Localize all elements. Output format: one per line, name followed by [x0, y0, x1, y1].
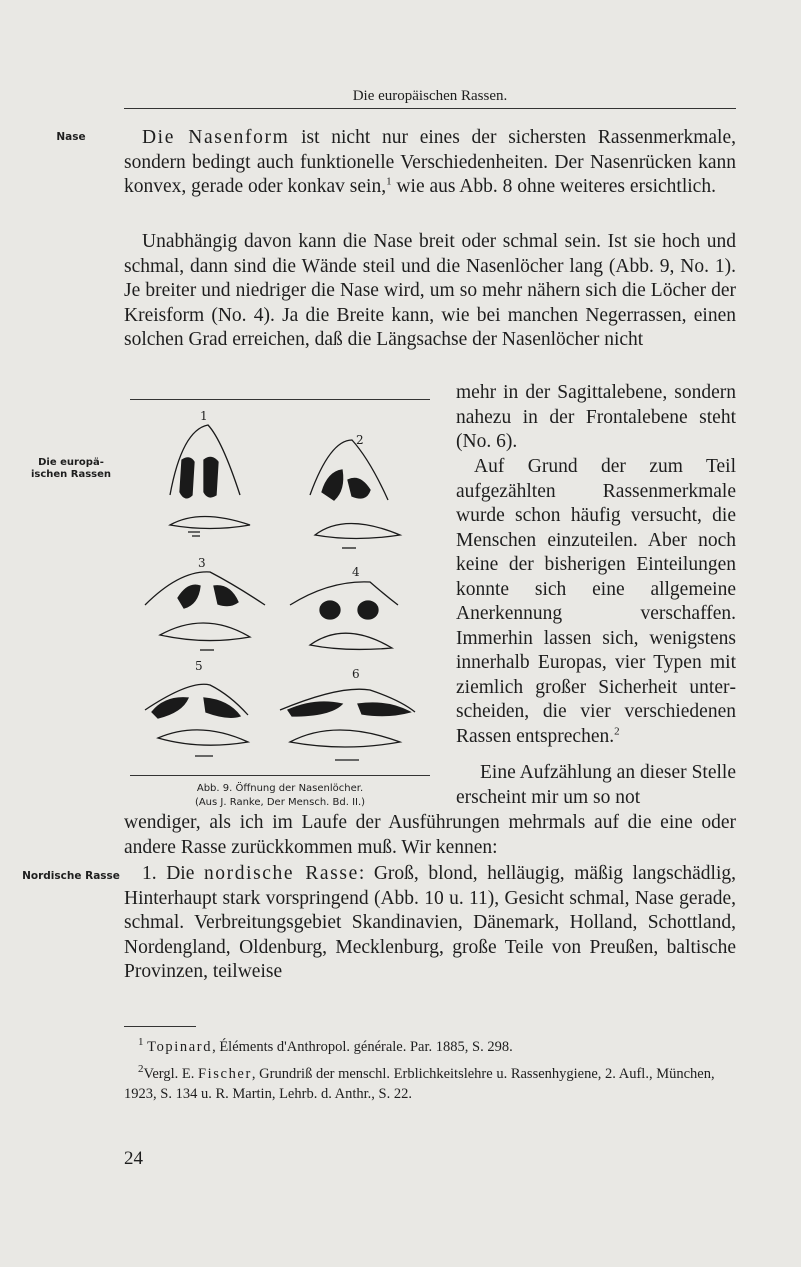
footnote-mark: 2	[138, 1063, 144, 1076]
figure-label-6: 6	[352, 667, 360, 681]
paragraph-breite: Unabhängig davon kann die Nase breit oder schmal sein. Ist sie hoch und schmal, dann sind die Wände steil und die Nasenlöcher lang (Abb. 9, No. 1). Je breiter und niedriger die Nase wird, um so mehr nähern sich die Löcher der Kreisform (No. 4). Ja die Breite kann, wie bei manchen Negerrassen, einen solchen Grad erreichen, daß die Längsachse der Nasenlöcher nicht	[124, 231, 736, 350]
figure-label-4: 4	[352, 565, 360, 579]
page-number: 24	[124, 1148, 143, 1169]
footnote-author: Topinard	[147, 1039, 213, 1055]
footnote-ref: 2	[614, 725, 620, 737]
footnote-ref: 1	[386, 175, 392, 188]
footnote-separator	[124, 1026, 196, 1027]
nose-shape-1	[170, 425, 250, 536]
paragraph-einteilung	[456, 455, 736, 749]
margin-note-nordische-rasse: Nordische Rasse	[22, 870, 120, 882]
footnote-1	[124, 1037, 736, 1057]
running-header: Die europäischen Rassen.	[124, 88, 736, 109]
lead-term-nordische-rasse: nordische Rasse	[203, 863, 359, 884]
figure-caption	[130, 782, 430, 810]
nose-shape-4	[290, 582, 398, 650]
caption-line-1: Abb. 9. Öffnung der Nasenlöcher.	[196, 783, 364, 794]
margin-note-nase: Nase	[56, 131, 86, 143]
paragraph-text: ist nicht nur eines der sichersten Rassenmerkmale, sondern bedingt auch funktionelle Verschiedenheiten. Der Nasenrücken kann konvex, gerade oder konkav sein,	[124, 127, 736, 197]
nose-shape-5	[145, 684, 248, 756]
caption-line-2: (Aus J. Ranke, Der Mensch. Bd. II.)	[194, 797, 366, 808]
figure-label-3: 3	[198, 556, 206, 570]
lead-term-nasenform: Die Nasenform	[142, 127, 290, 148]
nostril-illustration	[130, 400, 430, 775]
nose-shape-2	[310, 440, 400, 548]
footnote-text: , Éléments d'Anthropol. générale. Par. 1885, S. 298.	[212, 1039, 513, 1055]
paragraph-text: wie aus Abb. 8 ohne weiteres ersichtlich.	[391, 176, 716, 197]
paragraph-nordische-rasse	[124, 862, 736, 985]
figure-label-5: 5	[195, 659, 203, 673]
nose-shape-6	[280, 689, 415, 760]
figure-label-1: 1	[200, 409, 208, 423]
figure-label-2: 2	[356, 433, 364, 447]
footnote-author: Fischer	[198, 1066, 252, 1082]
paragraph-sagittal: mehr in der Sagittalebene, sondern nahezu in der Frontalebene steht (No. 6).	[456, 382, 736, 452]
footnote-text: , Grundriß der menschl. Erblichkeitslehre u. Rassenhygiene, 2. Aufl., München, 1923, S. 134 u. R. Martin, Lehrb. d. Anthr., S. 22.	[124, 1066, 715, 1102]
paragraph-aufzaehlung-start: Eine Aufzählung an dieser Stelle erscheint mir um so not	[456, 762, 736, 808]
paragraph-aufzaehlung-rest: wendiger, als ich im Laufe der Ausführungen mehrmals auf die eine oder andere Rasse zurückkommen muß. Wir kennen:	[124, 812, 736, 858]
margin-note-europaeische-rassen: Die europä- ischen Rassen	[30, 457, 112, 480]
paragraph-nasenform	[124, 126, 736, 200]
paragraph-text: : Groß, blond, helläugig, mäßig langschädlig, Hinterhaupt stark vorspringend (Abb. 10 u. 11), Gesicht schmal, Nase gerade, schmal. Verbreitungsgebiet Skandinavien, Dänemark, Holland, Schottland, Nordengland, Oldenburg, Mecklenburg, große Teile von Preußen, baltische Provinzen, teilweise	[124, 863, 736, 982]
footnote-2	[124, 1064, 736, 1104]
footnote-mark: 1	[138, 1036, 144, 1049]
figure-nostril-shapes	[130, 399, 430, 776]
paragraph-text: Auf Grund der zum Teil aufgezählten Rassenmerkmale wurde schon häufig versucht, die Menschen einzuteilen. Aber noch keine der bisherigen Einteilungen konnte sich eine allgemeine Anerkennung verschaffen. Immerhin lassen sich, wenigstens innerhalb Europas, vier Typen mit ziemlich großer Sicherheit unterscheiden, die vier verschiedenen Rassen entsprechen.	[456, 456, 736, 747]
list-number: 1. Die	[142, 863, 204, 884]
nose-shape-3	[145, 572, 265, 650]
footnote-text: Vergl. E.	[143, 1066, 199, 1082]
